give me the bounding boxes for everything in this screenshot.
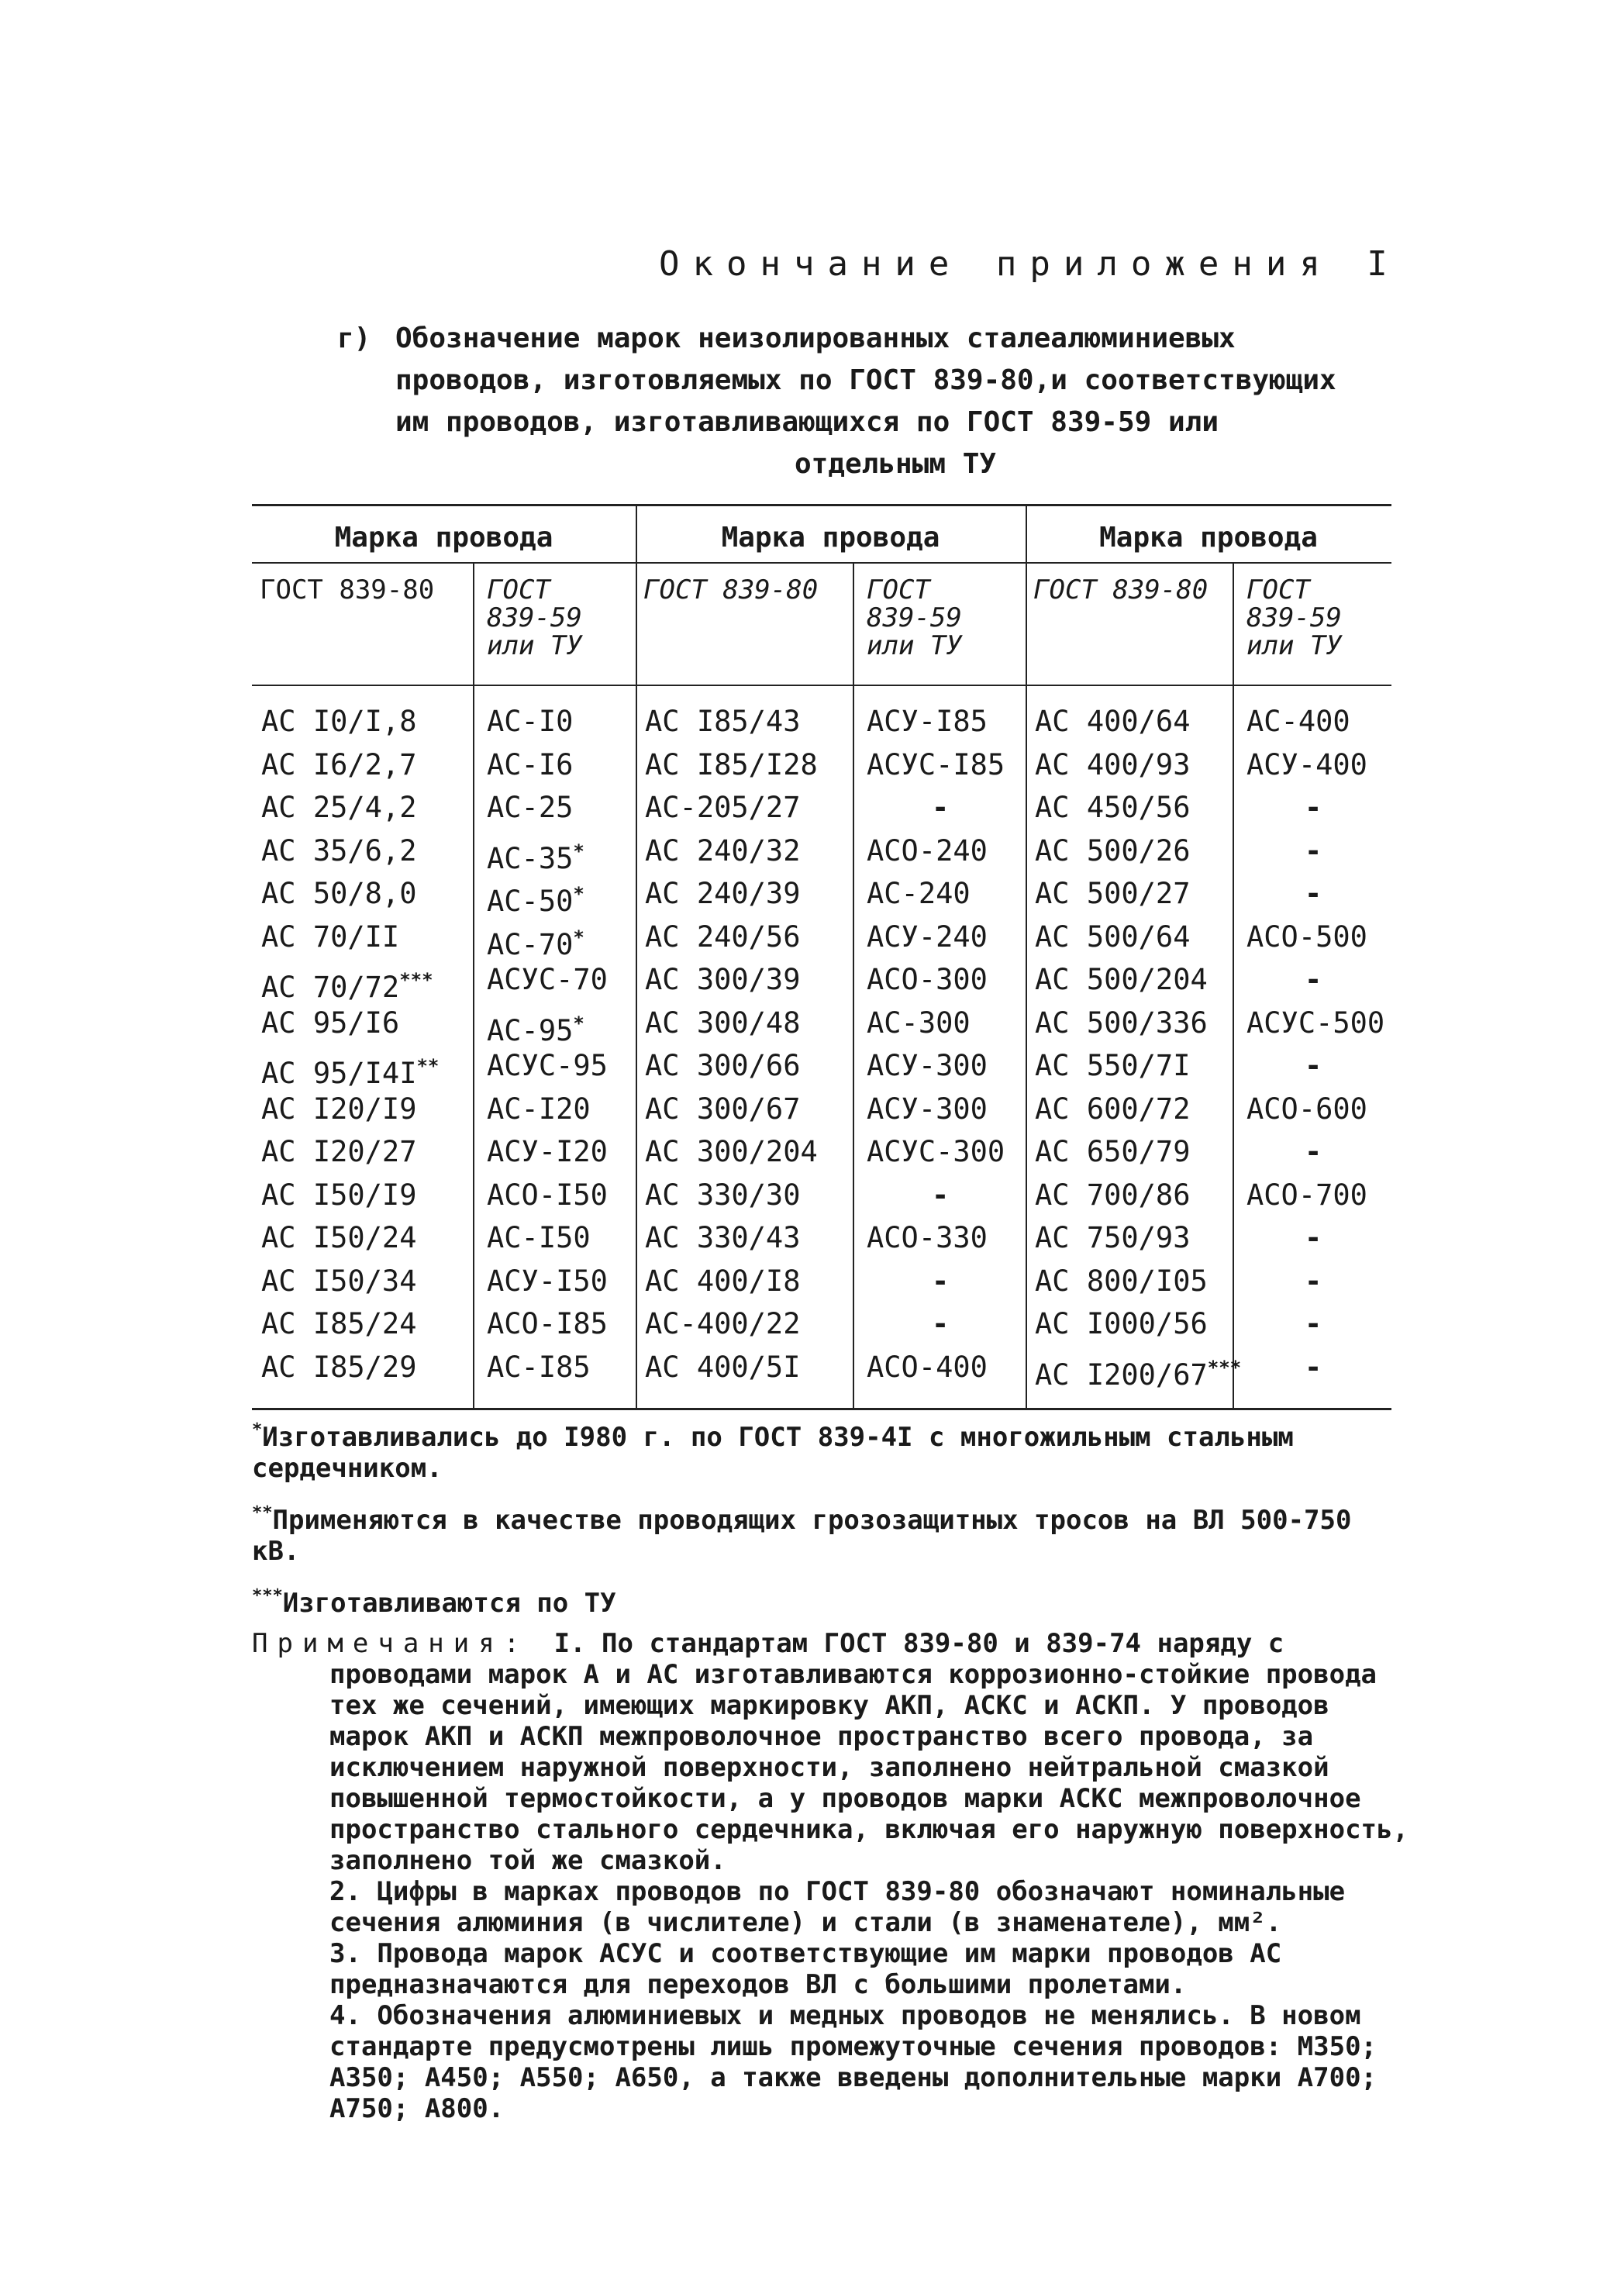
table-cell-new-mark: АС 95/I4I**	[261, 1055, 440, 1090]
table-cell-old-mark: АС-I0	[487, 705, 574, 738]
table-cell-new-mark: АС 70/II	[261, 919, 400, 954]
table-cell-old-mark: -	[932, 1307, 950, 1340]
table-cell-new-mark: АС 240/39	[645, 877, 801, 910]
table-cell-new-mark: АС 300/66	[645, 1049, 801, 1082]
table-cell-old-mark: АСУ-I50	[487, 1264, 608, 1298]
table-cell-new-mark: АС 800/I05	[1035, 1264, 1208, 1298]
table-cell-new-mark: АС 35/6,2	[261, 833, 417, 868]
table-cell-old-mark: АС-I85	[487, 1350, 591, 1384]
column-header-gost-839-80: ГОСТ 839-80	[260, 574, 435, 605]
footnote: **Применяются в качестве проводящих грозозащитных тросов на ВЛ 500-750 кВ.	[252, 1503, 1352, 1567]
table-cell-new-mark: АС 95/I6	[261, 1006, 400, 1040]
column-header-gost-839-80: ГОСТ 839-80	[643, 574, 819, 605]
table-cell-new-mark: АС 70/72***	[261, 969, 433, 1004]
table-cell-old-mark: АСУС-95	[487, 1049, 608, 1082]
table-cell-new-mark: АС 50/8,0	[261, 877, 417, 910]
table-cell-old-mark: АСО-300	[867, 963, 988, 996]
table-cell-old-mark: АСО-I50	[487, 1178, 608, 1212]
table-cell-new-mark: АС 400/I8	[645, 1264, 801, 1298]
table-cell-old-mark: АС-240	[867, 877, 971, 910]
table-cell-old-mark: АСУ-400	[1246, 747, 1367, 781]
group-title: Марка провода	[1099, 522, 1318, 554]
caption-line: отдельным ТУ	[794, 448, 997, 480]
table-cell-new-mark: АС 450/56	[1035, 791, 1191, 824]
table-cell-new-mark: АС 700/86	[1035, 1178, 1191, 1212]
table-cell-new-mark: АС I6/2,7	[261, 747, 417, 781]
table-cell-old-mark: АС-70*	[487, 926, 584, 961]
table-cell-new-mark: АС I0/I,8	[261, 705, 417, 738]
table-cell-new-mark: АС I50/34	[261, 1264, 417, 1298]
notes-label: Примечания:	[252, 1628, 554, 1659]
notes	[252, 1628, 1415, 2124]
table-cell-new-mark: АС I000/56	[1035, 1307, 1208, 1340]
note-item: 4. Обозначения алюминиевых и медных проводов не менялись. В новом стандарте предусмотрены лишь промежуточные сечения проводов: М350; А350; А450; А550; А650, а также введены дополнительные марки А700; А750; А800.	[329, 2000, 1377, 2124]
table-cell-new-mark: АС 500/64	[1035, 919, 1191, 954]
table-cell-old-mark: АСУС-70	[487, 963, 608, 996]
table-cell-old-mark: -	[1305, 877, 1322, 910]
table-cell-new-mark: АС I200/67***	[1035, 1356, 1242, 1392]
table-cell-new-mark: АС 300/48	[645, 1006, 801, 1040]
table-cell-old-mark: АС-I50	[487, 1221, 591, 1254]
column-divider	[473, 562, 474, 1408]
table-cell-new-mark: АС-205/27	[645, 791, 801, 824]
table-cell-new-mark: АС 300/39	[645, 963, 801, 996]
table-cell-new-mark: АС 400/93	[1035, 747, 1191, 781]
table-cell-new-mark: АС I85/43	[645, 705, 801, 738]
table-cell-new-mark: АС I50/I9	[261, 1178, 417, 1212]
column-header-gost-839-80: ГОСТ 839-80	[1033, 574, 1209, 605]
table-cell-old-mark: -	[932, 1178, 950, 1212]
table-cell-new-mark: АС 330/30	[645, 1178, 801, 1212]
table-cell-old-mark: АСУ-240	[867, 919, 988, 954]
column-header-gost-839-59: ГОСТ 839-59 или ТУ	[867, 574, 962, 661]
table-cell-old-mark: -	[1305, 833, 1322, 868]
column-group-divider	[1026, 506, 1027, 1408]
table-cell-new-mark: АС 240/32	[645, 833, 801, 868]
table-cell-old-mark: АС-50*	[487, 883, 584, 918]
caption-line: им проводов, изготавливающихся по ГОСТ 839-59 или	[395, 406, 1219, 438]
page-heading: Окончание приложения I	[659, 244, 1401, 284]
group-title: Марка провода	[334, 522, 553, 554]
table-cell-new-mark: АС 500/27	[1035, 877, 1191, 910]
table-cell-old-mark: АС-35*	[487, 840, 584, 875]
column-group-divider	[636, 506, 637, 1408]
table-cell-old-mark: АСО-400	[867, 1350, 988, 1384]
table-cell-old-mark: АСУ-300	[867, 1092, 988, 1126]
table-caption	[337, 318, 1407, 485]
table-cell-old-mark: -	[932, 1264, 950, 1298]
header-divider	[252, 685, 1391, 686]
table-cell-new-mark: АС I85/29	[261, 1350, 417, 1384]
table-cell-old-mark: -	[1305, 963, 1322, 996]
table-cell-old-mark: -	[1305, 1307, 1322, 1340]
wire-marks-table	[252, 504, 1391, 1410]
table-cell-old-mark: АСУ-I85	[867, 705, 988, 738]
column-divider	[853, 562, 854, 1408]
table-cell-new-mark: АС 330/43	[645, 1221, 801, 1254]
column-divider	[1233, 562, 1234, 1408]
table-cell-old-mark: АСУС-500	[1246, 1006, 1385, 1040]
table-cell-new-mark: АС I85/24	[261, 1307, 417, 1340]
table-cell-new-mark: АС 300/204	[645, 1135, 818, 1168]
table-cell-old-mark: АС-400	[1246, 705, 1350, 738]
column-header-gost-839-59: ГОСТ 839-59 или ТУ	[487, 574, 582, 661]
table-cell-old-mark: АСО-700	[1246, 1178, 1367, 1212]
note-item: Примечания: I. По стандартам ГОСТ 839-80 и 839-74 наряду с проводами марок А и АС изготавливаются коррозионно-стойкие провода тех же сечений, имеющих маркировку АКП, АСКС и АСКП. У проводов марок АКП и АСКП межпроволочное пространство всего провода, за исключением наружной поверхности, заполнено нейтральной смазкой повышенной термостойкости, а у проводов марки АСКС межпроволочное пространство стального сердечника, включая его наружную поверхность, заполнено той же смазкой.	[252, 1628, 1409, 1876]
table-cell-new-mark: АС-400/22	[645, 1307, 801, 1340]
table-cell-new-mark: АС 500/26	[1035, 833, 1191, 868]
note-item: 2. Цифры в марках проводов по ГОСТ 839-80 обозначают номинальные сечения алюминия (в числителе) и стали (в знаменателе), мм².	[329, 1876, 1346, 1938]
table-cell-new-mark: АС 240/56	[645, 919, 801, 954]
table-cell-new-mark: АС I50/24	[261, 1221, 417, 1254]
note-item: 3. Провода марок АСУС и соответствующие им марки проводов АС предназначаются для переходов ВЛ с большими пролетами.	[329, 1938, 1282, 2000]
table-cell-old-mark: АСО-600	[1246, 1092, 1367, 1126]
table-cell-new-mark: АС I20/27	[261, 1135, 417, 1168]
table-cell-old-mark: АС-I6	[487, 747, 574, 781]
footnote: *Изготавливались до I980 г. по ГОСТ 839-4I с многожильным стальным сердечником.	[252, 1420, 1294, 1484]
table-cell-new-mark: АС 750/93	[1035, 1221, 1191, 1254]
table-cell-old-mark: -	[1305, 1135, 1322, 1168]
table-cell-old-mark: АСУС-300	[867, 1135, 1005, 1168]
column-header-gost-839-59: ГОСТ 839-59 или ТУ	[1246, 574, 1342, 661]
table-cell-old-mark: АСО-500	[1246, 919, 1367, 954]
table-cell-new-mark: АС 500/204	[1035, 963, 1208, 996]
table-cell-old-mark: АС-25	[487, 791, 574, 824]
table-cell-new-mark: АС I20/I9	[261, 1092, 417, 1126]
table-cell-old-mark: АСО-240	[867, 833, 988, 868]
table-cell-new-mark: АС 400/5I	[645, 1350, 801, 1384]
footnote: ***Изготавливаются по ТУ	[252, 1586, 616, 1619]
table-cell-old-mark: АСУ-300	[867, 1049, 988, 1082]
table-cell-old-mark: -	[1305, 1049, 1322, 1082]
table-cell-new-mark: АС 550/7I	[1035, 1049, 1191, 1082]
table-cell-old-mark: -	[1305, 1221, 1322, 1254]
table-cell-old-mark: АС-95*	[487, 1012, 584, 1047]
header-divider	[252, 562, 1391, 564]
table-cell-new-mark: АС 650/79	[1035, 1135, 1191, 1168]
caption-marker: г)	[337, 323, 371, 354]
table-cell-new-mark: АС 25/4,2	[261, 791, 417, 824]
group-title: Марка провода	[721, 522, 940, 554]
table-cell-new-mark: АС 400/64	[1035, 705, 1191, 738]
table-cell-old-mark: АСО-I85	[487, 1307, 608, 1340]
table-cell-old-mark: -	[1305, 1264, 1322, 1298]
footnotes	[252, 1415, 1415, 1633]
table-cell-old-mark: -	[1305, 1350, 1322, 1384]
table-cell-old-mark: АСУ-I20	[487, 1135, 608, 1168]
table-cell-new-mark: АС 500/336	[1035, 1006, 1208, 1040]
table-cell-old-mark: -	[932, 791, 950, 824]
caption-line: Обозначение марок неизолированных сталеалюминиевых	[395, 323, 1236, 354]
table-cell-new-mark: АС I85/I28	[645, 747, 818, 781]
caption-line: проводов, изготовляемых по ГОСТ 839-80,и соответствующих	[395, 364, 1336, 396]
table-cell-old-mark: АСО-330	[867, 1221, 988, 1254]
table-cell-old-mark: АСУС-I85	[867, 747, 1005, 781]
table-cell-old-mark: АС-300	[867, 1006, 971, 1040]
table-cell-old-mark: -	[1305, 791, 1322, 824]
table-cell-new-mark: АС 300/67	[645, 1092, 801, 1126]
table-cell-old-mark: АС-I20	[487, 1092, 591, 1126]
table-cell-new-mark: АС 600/72	[1035, 1092, 1191, 1126]
